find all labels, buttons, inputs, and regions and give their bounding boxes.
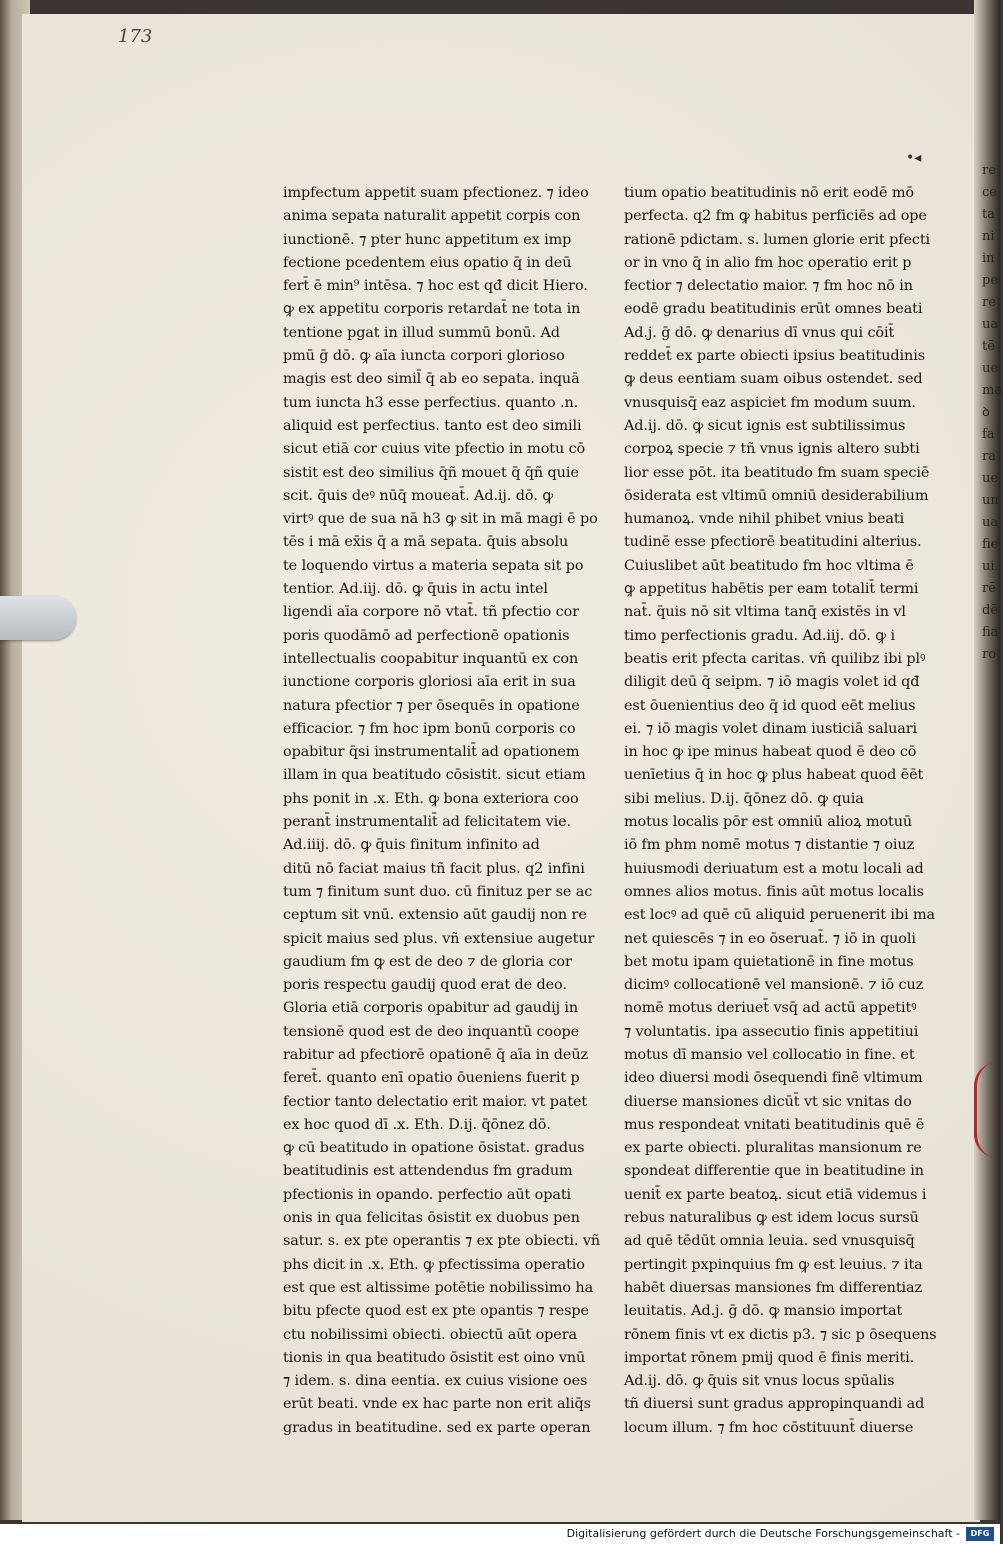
text-line: uenīetius q̄ in hoc ꝙ plus habeat quod ēēt: [624, 767, 924, 784]
text-line: phs ponit in .x. Eth. ꝙ bona exteriora coo: [283, 790, 579, 807]
text-line: eodē gradu beatitudinis erūt omnes beati: [624, 301, 923, 318]
text-line: spondeat differentie que in beatitudine in: [624, 1163, 924, 1180]
text-line: ⁊ idem. s. dina eentia. ex cuius visione oes: [283, 1373, 588, 1390]
text-line: efficacior. ⁊ fm hoc ipm bonū corporis co: [283, 720, 576, 737]
fragment-line: in: [982, 251, 995, 266]
text-line: lior esse pōt. ita beatitudo fm suam speciē: [624, 464, 930, 481]
text-line: ⁊ voluntatis. ipa assecutio finis appetitiui: [624, 1023, 919, 1040]
text-line: Gloria etiā corporis opabitur ad gaudij in: [283, 1000, 579, 1017]
text-line: huiusmodi deriuatum est a motu locali ad: [624, 860, 924, 877]
text-line: perant̄ instrumentalit̄ ad felicitatem vie.: [283, 814, 572, 831]
text-line: tentior. Ad.iij. dō. ꝙ q̄uis in actu intel: [283, 581, 548, 598]
text-line: uenit̄ ex parte beatoꝝ. sicut etiā videmus i: [624, 1186, 927, 1203]
text-line: beatitudinis est attendendus fm gradum: [283, 1163, 573, 1180]
text-line: gradus in beatitudine. sed ex parte operan: [283, 1419, 591, 1436]
text-line: Cuiuslibet aūt beatitudo fm hoc vltima ē: [624, 557, 914, 574]
text-line: poris quodāmō ad perfectionē opationis: [283, 627, 570, 644]
text-line: Ad.ij. dō. ꝙ sicut ignis est subtilissimus: [624, 417, 906, 434]
text-line: diligit deū q̄ seipm. ⁊ iō magis volet id qđ: [624, 674, 920, 691]
fragment-line: fa: [982, 427, 995, 442]
text-line: ei. ⁊ iō magis volet dinam iusticiā saluari: [624, 720, 918, 737]
text-line: diuerse mansiones dicūt̄ vt sic vnitas do: [624, 1093, 912, 1110]
fragment-line: dē: [982, 603, 999, 618]
text-line: tudinē esse pfectiorē beatitudini alterius.: [624, 534, 922, 551]
text-line: importat rōnem pmij quod ē finis meriti.: [624, 1349, 915, 1366]
red-rubric-mark: [974, 1062, 1003, 1158]
text-line: illam in qua beatitudo cōsistit. sicut etiam: [283, 767, 586, 784]
text-line: spicit maius sed plus. vñ extensiue augetur: [283, 930, 595, 947]
text-line: fectior ⁊ delectatio maior. ⁊ fm hoc nō in: [624, 278, 913, 295]
fragment-line: ue: [982, 471, 999, 486]
text-line: perfecta. q2 fm ꝙ habitus perficiēs ad ope: [624, 208, 927, 225]
text-line: vnusquisq̄ eaz aspiciet fm modum suum.: [624, 394, 916, 411]
text-line: locum illum. ⁊ fm hoc cōstituunt̄ diuerse: [624, 1419, 914, 1436]
text-line: rōnem finis vt ex dictis p3. ⁊ sic p ōsequens: [624, 1326, 937, 1343]
text-line: aliquid est perfectius. tanto est deo simili: [283, 417, 582, 434]
text-line: humanoꝝ. vnde nihil phibet vnius beati: [624, 511, 905, 528]
text-line: tensionē quod est de deo inquantū coope: [283, 1023, 580, 1040]
text-line: magis est deo simil̄ q̄ ab eo sepata. inquā: [283, 371, 580, 388]
text-line: timo perfectionis gradu. Ad.iij. dō. ꝙ i: [624, 627, 895, 644]
text-line: habēt diuersas mansiones fm differentiaz: [624, 1279, 922, 1296]
text-line: fectior tanto delectatio erit maior. vt patet: [283, 1093, 588, 1110]
text-line: pmū ḡ dō. ꝙ aīa iuncta corpori glorioso: [283, 348, 565, 365]
text-line: tum ⁊ finitum sunt duo. cū finituz per se ac: [283, 883, 593, 900]
text-line: scit. q̄uis deꝰ nūq̄ moueat̄. Ad.ij. dō. ꝙ: [283, 487, 554, 504]
text-line: iunctione corporis gloriosi aīa erit in sua: [283, 674, 576, 691]
dfg-logo: DFG: [966, 1527, 994, 1541]
fragment-line: ro: [982, 647, 997, 662]
text-line: impfectum appetit suam pfectionez. ⁊ ideo: [283, 185, 589, 201]
text-line: virtꝰ que de sua nā h3 ꝙ sit in mā magi ē po: [283, 511, 598, 528]
text-line: nat̄. q̄uis nō sit vltima tanq̄ existēs in vl: [624, 604, 906, 621]
text-line: mus respondeat vnitati beatitudinis quē ē: [624, 1116, 925, 1133]
text-line: anima sepata naturalit appetit corpis con: [283, 208, 581, 225]
text-line: est que est altissime potētie nobilissimo ha: [283, 1279, 594, 1296]
text-line: gaudium fm ꝙ est de deo ⁊ de gloria cor: [283, 953, 572, 970]
text-line: omnes alios motus. finis aūt motus localis: [624, 883, 924, 900]
text-line: tium opatio beatitudinis nō erit eodē mō: [624, 185, 914, 201]
text-line: corpoꝝ specie ⁊ tñ vnus ignis altero subti: [624, 441, 920, 458]
text-line: ceptum sit vnū. extensio aūt gaudij non re: [283, 907, 587, 924]
text-line: intellectualis coopabitur inquantū ex con: [283, 650, 579, 667]
fragment-line: un: [982, 493, 999, 508]
fragment-line: pe: [982, 273, 999, 288]
fragment-line: ꝺ: [982, 405, 990, 420]
text-line: ctu nobilissimi obiecti. obiectū aūt opera: [283, 1326, 577, 1343]
text-line: te loquendo virtus a materia sepata sit po: [283, 557, 584, 574]
text-line: nomē motus deriuet̄ vsq̄ ad actū appetitꝰ: [624, 1000, 917, 1017]
text-line: phs dicit in .x. Eth. ꝙ pfectissima operatio: [283, 1256, 585, 1273]
text-line: or in vno q̄ in alio fm hoc operatio erit p: [624, 254, 912, 271]
fragment-line: ua: [982, 317, 999, 332]
text-line: ꝙ ex appetitu corporis retardat̄ ne tota in: [283, 301, 581, 318]
fragment-line: fie: [982, 537, 999, 552]
text-line: ditū nō faciat maius tñ facit plus. q2 infini: [283, 860, 585, 877]
text-line: pfectionis in opando. perfectio aūt opati: [283, 1186, 572, 1203]
text-line: Ad.iiij. dō. ꝙ q̄uis finitum infinito ad: [283, 837, 540, 854]
text-line: est ōuenientius deo q̄ id quod eēt melius: [624, 697, 916, 714]
text-line: rationē pdictam. s. lumen glorie erit pfecti: [624, 231, 931, 248]
text-line: reddet̄ ex parte obiecti ipsius beatitudinis: [624, 348, 926, 365]
text-line: satur. s. ex pte operantis ⁊ ex pte obiecti. vñ: [283, 1233, 601, 1250]
footer-bar: [0, 1524, 1000, 1544]
text-line: motus localis pōr est omniū alioꝝ motuū: [624, 814, 913, 831]
text-line: tionis in qua beatitudo ōsistit est oino vnū: [283, 1349, 586, 1366]
text-line: dicimꝰ collocationē vel mansionē. ⁊ iō cuz: [624, 977, 924, 994]
text-line: leuitatis. Ad.j. ḡ dō. ꝙ mansio importat: [624, 1303, 903, 1320]
fragment-line: re: [982, 163, 996, 178]
fragment-line: ma: [982, 383, 1003, 398]
text-line: in hoc ꝙ ipe minus habeat quod ē deo cō: [624, 744, 917, 761]
text-line: ex hoc quod dī .x. Eth. D.ij. q̄ōnez dō.: [283, 1116, 551, 1133]
fragment-line: ra: [982, 449, 996, 464]
text-line: tñ diuersi sunt gradus appropinquandi ad: [624, 1396, 925, 1413]
text-line: opabitur q̄si instrumentalit̄ ad opationem: [283, 744, 580, 761]
text-column-left: [283, 182, 601, 1440]
fragment-line: re: [982, 295, 996, 310]
fragment-line: ua: [982, 515, 999, 530]
fragment-line: ce: [982, 185, 997, 200]
folio-number: 173: [118, 26, 153, 47]
text-line: onis in qua felicitas ōsistit ex duobus pen: [283, 1210, 580, 1227]
text-line: motus dī mansio vel collocatio in fine. et: [624, 1046, 915, 1063]
text-line: beatis erit pfecta caritas. vñ quilibz ibi plꝰ: [624, 650, 926, 667]
text-line: fert̄ ē min⁹ intēsa. ⁊ hoc est qđ dicit Hiero.: [283, 278, 588, 295]
text-line: ligendi aīa corpore nō vtat̄. tñ pfectio cor: [283, 604, 579, 621]
fragment-line: ni: [982, 229, 995, 244]
fragment-line: ta: [982, 207, 995, 222]
text-line: bitu pfecte quod est ex pte opantis ⁊ respe: [283, 1303, 589, 1320]
text-line: fectione pcedentem eius opatio q̄ in deū: [283, 254, 572, 271]
text-line: poris respectu gaudij quod erat de deo.: [283, 977, 567, 994]
text-line: tum iuncta h3 esse perfectius. quanto .n.: [283, 394, 579, 411]
text-line: natura pfectior ⁊ per ōsequēs in opatione: [283, 697, 580, 714]
text-line: ideo diuersi modi ōsequendi finē vltimum: [624, 1070, 923, 1087]
marginal-mark: •◂: [906, 150, 922, 166]
text-line: tentione pgat in illud summū bonū. Ad: [283, 324, 560, 341]
text-column-right: [624, 182, 937, 1440]
text-line: Ad.ij. dō. ꝙ q̄uis sit vnus locus spūalis: [624, 1373, 895, 1390]
page-clip: [0, 596, 76, 640]
fragment-line: ui: [982, 559, 995, 574]
text-line: sibi melius. D.ij. q̄ōnez dō. ꝙ quia: [624, 790, 864, 807]
text-line: Ad.j. ḡ dō. ꝙ denarius dī vnus qui cōit̄: [624, 324, 895, 341]
fragment-line: fia: [982, 625, 999, 640]
text-line: tēs i mā ex̄is q̄ a mā sepata. q̄uis absolu: [283, 534, 569, 551]
text-line: ad quē tēdūt omnia leuia. sed vnusquisq̄: [624, 1233, 915, 1250]
text-line: feret̄. quanto enī opatio ōueniens fuerit p: [283, 1070, 580, 1087]
text-line: ꝙ deus eentiam suam oibus ostendet. sed: [624, 371, 923, 388]
text-line: ōsiderata est vltimū omniū desiderabilium: [624, 487, 929, 504]
text-line: net quiescēs ⁊ in eo ōseruat̄. ⁊ iō in quoli: [624, 930, 916, 947]
funding-notice: Digitalisierung gefördert durch die Deutsche Forschungsgemeinschaft -: [566, 1527, 960, 1540]
text-line: iunctionē. ⁊ pter hunc appetitum ex imp: [283, 231, 572, 248]
text-line: sistit est deo similius q̄ñ mouet q̄ q̄ñ quie: [283, 464, 579, 481]
text-line: iō fm phm nomē motus ⁊ distantie ⁊ oiuz: [624, 837, 915, 854]
text-line: bet motu ipam quietationē in fine motus: [624, 953, 914, 970]
fragment-line: tē: [982, 339, 995, 354]
fragment-line: rē: [982, 581, 996, 596]
text-line: pertingit pxpinquius fm ꝙ est leuius. ⁊ ita: [624, 1256, 923, 1273]
text-line: ꝙ cū beatitudo in opatione ōsistat. gradus: [283, 1140, 585, 1157]
text-line: rebus naturalibus ꝙ est idem locus sursū: [624, 1210, 919, 1227]
text-line: sicut etiā cor cuius vite pfectio in motu cō: [283, 441, 586, 458]
text-line: est locꝰ ad quē cū aliquid peruenerit ibi ma: [624, 907, 935, 924]
fragment-line: ue: [982, 361, 999, 376]
text-line: ꝙ appetitus habētis per eam totalit̄ termi: [624, 581, 919, 598]
text-line: ex parte obiecti. pluralitas mansionum re: [624, 1140, 922, 1157]
text-line: erūt beati. vnde ex hac parte non erit aliq̄s: [283, 1396, 591, 1413]
text-line: rabitur ad pfectiorē opationē q̄ aīa in deūz: [283, 1046, 588, 1063]
